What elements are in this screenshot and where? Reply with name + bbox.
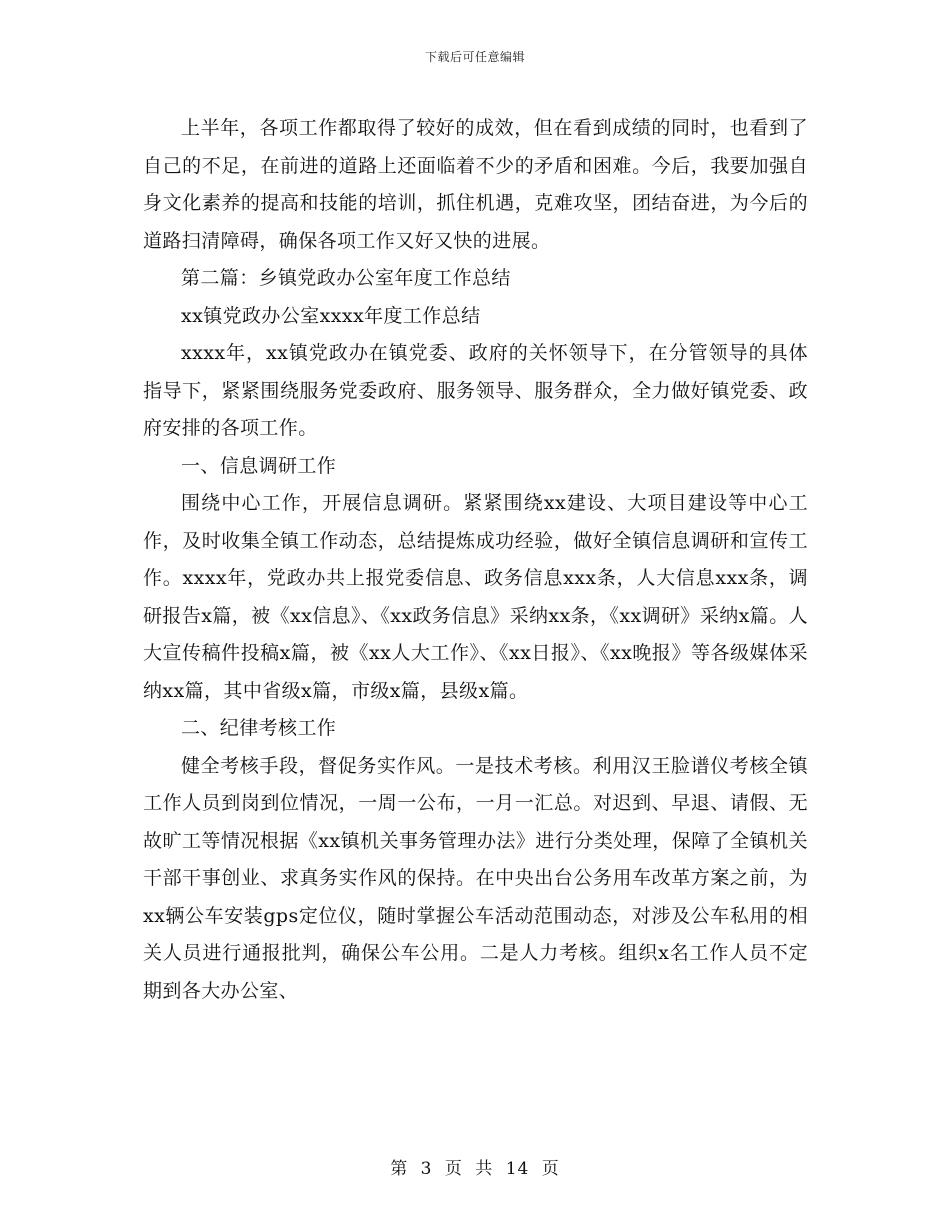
page-header: 下载后可任意编辑 [424, 50, 525, 64]
paragraph-info-research: 围绕中心工作，开展信息调研。紧紧围绕xx建设、大项目建设等中心工作，及时收集全镇工作动态，总结提炼成功经验，做好全镇信息调研和宣传工作。xxxx年，党政办共上报党委信息、政务信息xxx条，人大信息xxx条，调研报告x篇，被《xx信息》、《xx政务信息》采纳xx条，《xx调研》采纳x篇。人大宣传稿件投稿x篇，被《xx人大工作》、《xx日报》、《xx晚报》等各级媒体采纳xx篇，其中省级x篇，市级x篇，县级x篇。 [143, 492, 808, 702]
heading-info-research: 一、信息调研工作 [181, 454, 337, 477]
document-subtitle: xx镇党政办公室xxxx年度工作总结 [181, 304, 481, 327]
page-number-footer: 第 3 页 共 14 页 [390, 1159, 560, 1179]
paragraph-summary-closing: 上半年，各项工作都取得了较好的成效，但在看到成绩的同时，也看到了自己的不足，在前进的道路上还面临着不少的矛盾和困难。今后，我要加强自身文化素养的提高和技能的培训，抓住机遇，克难攻坚，团结奋进，为今后的道路扫清障碍，确保各项工作又好又快的进展。 [143, 117, 808, 252]
paragraph-discipline-assessment: 健全考核手段，督促务实作风。一是技术考核。利用汉王脸谱仪考核全镇工作人员到岗到位情况，一周一公布，一月一汇总。对迟到、早退、请假、无故旷工等情况根据《xx镇机关事务管理办法》进行分类处理，保障了全镇机关干部干事创业、求真务实作风的保持。在中央出台公务用车改革方案之前，为xx辆公车安装gps定位仪，随时掌握公车活动范围动态，对涉及公车私用的相关人员进行通报批判，确保公车公用。二是人力考核。组织x名工作人员不定期到各大办公室、 [143, 754, 808, 1002]
paragraph-intro: xxxx年，xx镇党政办在镇党委、政府的关怀领导下，在分管领导的具体指导下，紧紧围绕服务党委政府、服务领导、服务群众，全力做好镇党委、政府安排的各项工作。 [143, 342, 808, 439]
section-title-part-two: 第二篇：乡镇党政办公室年度工作总结 [181, 267, 511, 289]
document-body [143, 110, 808, 1010]
heading-discipline-assessment: 二、纪律考核工作 [181, 717, 337, 739]
